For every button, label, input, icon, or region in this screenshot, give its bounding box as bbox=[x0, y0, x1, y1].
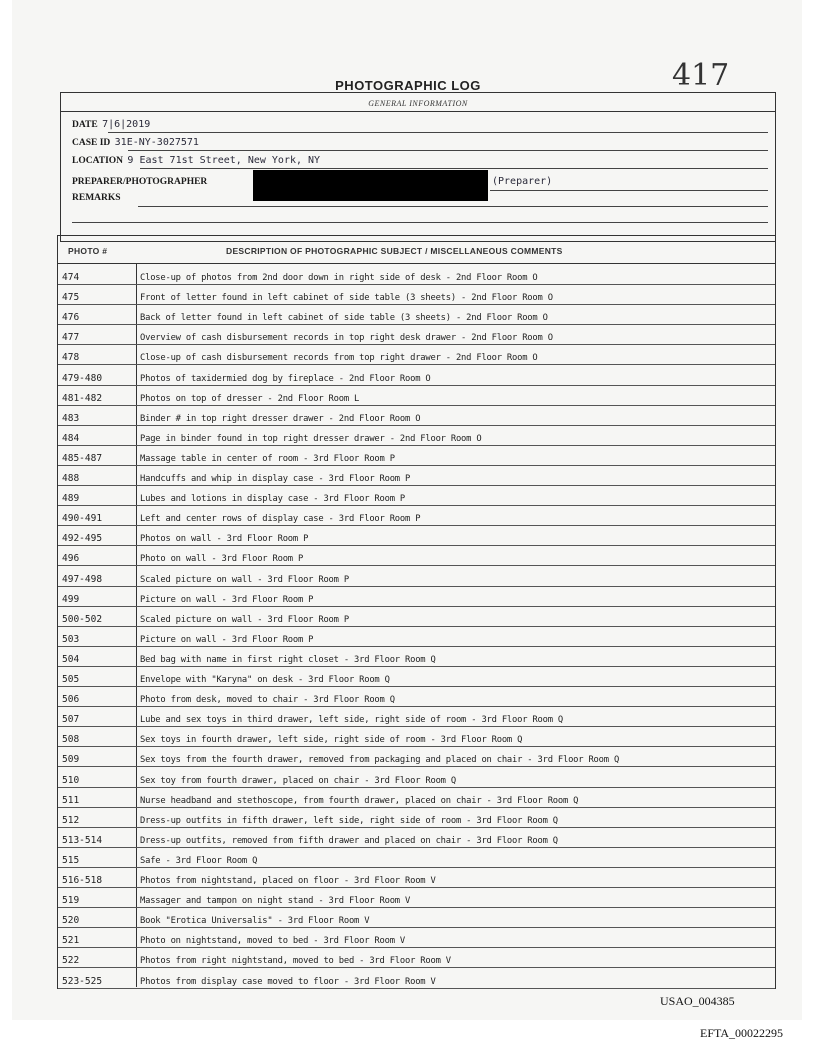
photo-number: 511 bbox=[62, 794, 80, 806]
photo-number: 508 bbox=[62, 734, 80, 746]
photo-description: Sex toy from fourth drawer, placed on chair - 3rd Floor Room Q bbox=[140, 775, 456, 786]
photo-number-column-header: PHOTO # bbox=[68, 246, 108, 256]
photo-number: 519 bbox=[62, 895, 80, 907]
photo-description: Front of letter found in left cabinet of side table (3 sheets) - 2nd Floor Room O bbox=[140, 293, 553, 304]
location-line bbox=[140, 168, 768, 169]
table-row bbox=[58, 827, 775, 848]
location-value: 9 East 71st Street, New York, NY bbox=[127, 155, 321, 166]
photo-number: 505 bbox=[62, 674, 80, 686]
photo-description: Photos from right nightstand, moved to bed - 3rd Floor Room V bbox=[140, 956, 451, 967]
table-row bbox=[58, 887, 775, 908]
photo-number: 488 bbox=[62, 473, 80, 485]
photo-number: 499 bbox=[62, 593, 80, 605]
table-row bbox=[58, 465, 775, 486]
case-id-value: 31E-NY-3027571 bbox=[114, 137, 199, 148]
table-row bbox=[58, 767, 775, 788]
photo-description: Scaled picture on wall - 3rd Floor Room P bbox=[140, 574, 349, 585]
photo-description: Photos on wall - 3rd Floor Room P bbox=[140, 534, 309, 545]
table-row bbox=[58, 545, 775, 566]
photo-number: 509 bbox=[62, 754, 80, 766]
photo-number: 520 bbox=[62, 915, 80, 927]
photo-description: Sex toys in fourth drawer, left side, right side of room - 3rd Floor Room Q bbox=[140, 735, 523, 746]
photo-number: 516-518 bbox=[62, 875, 103, 887]
table-row bbox=[58, 505, 775, 526]
photo-number: 483 bbox=[62, 412, 80, 424]
photo-description: Handcuffs and whip in display case - 3rd Floor Room P bbox=[140, 474, 411, 485]
photo-description: Binder # in top right dresser drawer - 2nd Floor Room O bbox=[140, 413, 421, 424]
photo-description: Page in binder found in top right dresser drawer - 2nd Floor Room O bbox=[140, 433, 482, 444]
table-row bbox=[58, 525, 775, 546]
table-row bbox=[58, 867, 775, 888]
efta-number: EFTA_00022295 bbox=[700, 1026, 784, 1040]
page-number: 417 bbox=[672, 58, 730, 93]
photo-description: Lubes and lotions in display case - 3rd Floor Room P bbox=[140, 494, 406, 505]
table-row bbox=[58, 787, 775, 808]
photo-description: Photos from display case moved to floor - 3rd Floor Room V bbox=[140, 976, 436, 987]
photo-description: Photos on top of dresser - 2nd Floor Room L bbox=[140, 393, 360, 404]
photo-description: Photos from nightstand, placed on floor - 3rd Floor Room V bbox=[140, 876, 436, 887]
photo-number: 522 bbox=[62, 955, 80, 967]
case-id-line bbox=[128, 150, 768, 151]
photo-number: 485-487 bbox=[62, 452, 103, 464]
table-row bbox=[58, 586, 775, 607]
photo-description: Left and center rows of display case - 3rd Floor Room P bbox=[140, 514, 421, 525]
photo-description: Lube and sex toys in third drawer, left side, right side of room - 3rd Floor Room Q bbox=[140, 715, 563, 726]
table-row bbox=[58, 385, 775, 406]
table-row bbox=[58, 284, 775, 305]
photo-description: Photo from desk, moved to chair - 3rd Floor Room Q bbox=[140, 695, 395, 706]
photo-description: Photos of taxidermied dog by fireplace - 2nd Floor Room O bbox=[140, 373, 431, 384]
table-row bbox=[58, 947, 775, 968]
table-row bbox=[58, 485, 775, 506]
photo-description: Bed bag with name in first right closet - 3rd Floor Room Q bbox=[140, 654, 436, 665]
photo-number: 490-491 bbox=[62, 513, 103, 525]
photo-description: Dress-up outfits in fifth drawer, left side, right side of room - 3rd Floor Room Q bbox=[140, 815, 558, 826]
photo-number: 489 bbox=[62, 493, 80, 505]
date-label: DATE bbox=[72, 120, 98, 130]
photo-number: 512 bbox=[62, 814, 80, 826]
case-id-label: CASE ID bbox=[72, 138, 111, 148]
table-row bbox=[58, 807, 775, 828]
redaction-block bbox=[253, 170, 488, 201]
table-row bbox=[58, 686, 775, 707]
photo-number: 506 bbox=[62, 694, 80, 706]
location-label: LOCATION bbox=[72, 156, 124, 166]
table-row bbox=[58, 324, 775, 345]
remarks-label: REMARKS bbox=[72, 193, 121, 203]
photo-number: 497-498 bbox=[62, 573, 103, 585]
photo-description: Close-up of photos from 2nd door down in right side of desk - 2nd Floor Room O bbox=[140, 273, 538, 284]
photo-description: Close-up of cash disbursement records from top right drawer - 2nd Floor Room O bbox=[140, 353, 538, 364]
photo-number: 474 bbox=[62, 272, 80, 284]
photo-description: Photo on wall - 3rd Floor Room P bbox=[140, 554, 304, 565]
photo-number: 492-495 bbox=[62, 533, 103, 545]
photo-description: Picture on wall - 3rd Floor Room P bbox=[140, 634, 314, 645]
table-row bbox=[58, 907, 775, 928]
photo-number: 510 bbox=[62, 774, 80, 786]
preparer-note: (Preparer) bbox=[492, 176, 553, 187]
date-value: 7|6|2019 bbox=[102, 119, 151, 130]
table-row bbox=[58, 606, 775, 627]
description-column-header: DESCRIPTION OF PHOTOGRAPHIC SUBJECT / MISCELLANEOUS COMMENTS bbox=[226, 246, 563, 256]
photo-description: Envelope with "Karyna" on desk - 3rd Floor Room Q bbox=[140, 675, 390, 686]
photo-description: Picture on wall - 3rd Floor Room P bbox=[140, 594, 314, 605]
photo-description: Photo on nightstand, moved to bed - 3rd Floor Room V bbox=[140, 936, 406, 947]
table-row bbox=[58, 847, 775, 868]
photo-number: 484 bbox=[62, 432, 80, 444]
photo-number: 478 bbox=[62, 352, 80, 364]
photo-number: 475 bbox=[62, 292, 80, 304]
date-line bbox=[108, 132, 768, 133]
photo-number: 504 bbox=[62, 653, 80, 665]
photo-description: Back of letter found in left cabinet of side table (3 sheets) - 2nd Floor Room O bbox=[140, 313, 548, 324]
page-title: PHOTOGRAPHIC LOG bbox=[335, 78, 481, 93]
photo-number: 523-525 bbox=[62, 975, 103, 987]
table-row bbox=[58, 726, 775, 747]
photo-number: 513-514 bbox=[62, 834, 103, 846]
table-row bbox=[58, 304, 775, 325]
table-row bbox=[58, 566, 775, 587]
photo-description: Safe - 3rd Floor Room Q bbox=[140, 855, 258, 866]
photo-description: Massage table in center of room - 3rd Floor Room P bbox=[140, 453, 395, 464]
photo-number: 521 bbox=[62, 935, 80, 947]
photo-description: Book "Erotica Universalis" - 3rd Floor Room V bbox=[140, 916, 370, 927]
photo-number: 503 bbox=[62, 633, 80, 645]
general-information-header: GENERAL INFORMATION bbox=[368, 99, 468, 108]
table-row bbox=[58, 666, 775, 687]
remarks-line-2 bbox=[72, 222, 768, 223]
table-row bbox=[58, 968, 775, 989]
table-row bbox=[58, 746, 775, 767]
photo-description: Overview of cash disbursement records in top right desk drawer - 2nd Floor Room O bbox=[140, 333, 553, 344]
photo-number: 500-502 bbox=[62, 613, 103, 625]
photo-log-table bbox=[57, 235, 776, 989]
table-row bbox=[58, 344, 775, 365]
photo-number: 507 bbox=[62, 714, 80, 726]
divider bbox=[61, 111, 775, 112]
table-row bbox=[58, 365, 775, 386]
remarks-line bbox=[138, 206, 768, 207]
table-row bbox=[58, 445, 775, 466]
photo-description: Sex toys from the fourth drawer, removed from packaging and placed on chair - 3rd Floor Room Q bbox=[140, 755, 620, 766]
preparer-field bbox=[72, 177, 207, 193]
remarks-field bbox=[72, 193, 121, 209]
photo-number: 479-480 bbox=[62, 372, 103, 384]
photo-description: Scaled picture on wall - 3rd Floor Room P bbox=[140, 614, 349, 625]
preparer-label: PREPARER/PHOTOGRAPHER bbox=[72, 177, 208, 187]
photo-number: 515 bbox=[62, 854, 80, 866]
table-row bbox=[58, 927, 775, 948]
table-row bbox=[58, 626, 775, 647]
preparer-line bbox=[490, 190, 768, 191]
photo-number: 481-482 bbox=[62, 392, 103, 404]
bates-number: USAO_004385 bbox=[660, 994, 735, 1008]
photo-number: 476 bbox=[62, 312, 80, 324]
table-row bbox=[58, 646, 775, 667]
table-row bbox=[58, 405, 775, 426]
table-row bbox=[58, 264, 775, 285]
photo-number: 496 bbox=[62, 553, 80, 565]
table-row bbox=[58, 425, 775, 446]
table-row bbox=[58, 706, 775, 727]
photo-description: Massager and tampon on night stand - 3rd Floor Room V bbox=[140, 896, 411, 907]
photo-description: Dress-up outfits, removed from fifth drawer and placed on chair - 3rd Floor Room Q bbox=[140, 835, 558, 846]
photo-description: Nurse headband and stethoscope, from fourth drawer, placed on chair - 3rd Floor Room Q bbox=[140, 795, 579, 806]
photo-number: 477 bbox=[62, 332, 80, 344]
